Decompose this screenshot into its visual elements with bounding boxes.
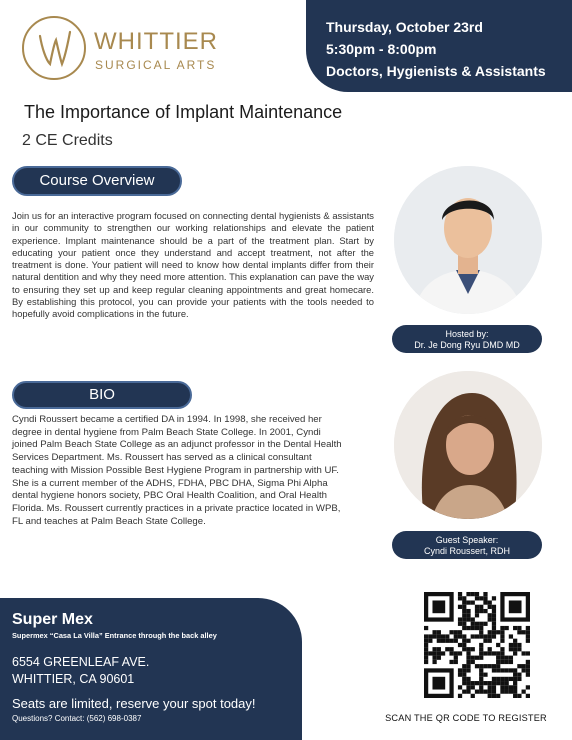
whittier-logo	[20, 14, 220, 82]
event-audience: Doctors, Hygienists & Assistants	[326, 63, 546, 79]
guest-portrait-icon	[394, 371, 542, 519]
course-overview-heading: Course Overview	[12, 166, 182, 196]
venue-contact: Questions? Contact: (562) 698-0387	[12, 714, 142, 723]
event-time: 5:30pm - 8:00pm	[326, 41, 437, 57]
event-date: Thursday, October 23rd	[326, 19, 483, 35]
host-portrait-icon	[394, 166, 542, 314]
bio-heading: BIO	[12, 381, 192, 409]
venue-address-line1: 6554 GREENLEAF AVE.	[12, 655, 150, 669]
course-title: The Importance of Implant Maintenance	[24, 102, 343, 122]
venue-entrance: Supermex “Casa La Villa” Entrance through the back alley	[12, 631, 217, 640]
host-photo	[394, 166, 542, 314]
bio-text: Cyndi Roussert became a certified DA in 1994. In 1998, she received her degree in dental hygiene from Palm Beach State College. In 2001, Cyndi joined Palm Beach State College as an adjunct professor in the Dental Health Services Department. Ms. Roussert has served as a clinical consultant teaching with Mission Possible Best Hygiene Program in partnership with UF. She is a current member of the ADHS, FDHA, PBC DHA, Sigma Phi Alpha dental hygiene honors society, PBC Oral Health Coalition, and Oral Health Florida. Ms. Roussert currently practices in a private practice located in WPB, FL and teaches at Palm Beach State College.	[12, 414, 342, 527]
qr-caption: SCAN THE QR CODE TO REGISTER	[385, 713, 547, 723]
venue-address-line2: WHITTIER, CA 90601	[12, 672, 135, 686]
event-info-box	[306, 0, 572, 92]
guest-label: Guest Speaker:	[435, 535, 499, 545]
host-name: Dr. Je Dong Ryu DMD MD	[414, 340, 520, 350]
logo-w-monogram-icon	[20, 14, 88, 82]
venue-name: Super Mex	[12, 611, 93, 628]
guest-caption	[392, 531, 542, 559]
guest-photo	[394, 371, 542, 519]
venue-box	[0, 598, 302, 740]
host-label: Hosted by:	[445, 329, 489, 339]
course-overview-text: Join us for an interactive program focused on connecting dental hygienists & assistants in our community to strengthen our working relationships and elevate the patient experience. Implant maintenance should be a part of the treatment plan. Start by educating your patient once they understand and accept treatment, not after the treatment is done. Your patient will need to know how dental implants differ from their natural dentition and why they need more attention. This explanation can pave the way to ensuring they set up and keep regular cleaning appointments and great homecare. By establishing this protocol, you can provide your patients with the tools needed to hopefully avoid complications in the future.	[12, 210, 374, 320]
course-credits: 2 CE Credits	[22, 132, 113, 149]
logo-subtitle: SURGICAL ARTS	[95, 58, 217, 72]
registration-qr-code-icon[interactable]	[424, 592, 530, 698]
venue-cta: Seats are limited, reserve your spot today!	[12, 696, 256, 711]
host-caption	[392, 325, 542, 353]
logo-name: WHITTIER	[94, 28, 218, 55]
guest-name: Cyndi Roussert, RDH	[423, 546, 511, 556]
